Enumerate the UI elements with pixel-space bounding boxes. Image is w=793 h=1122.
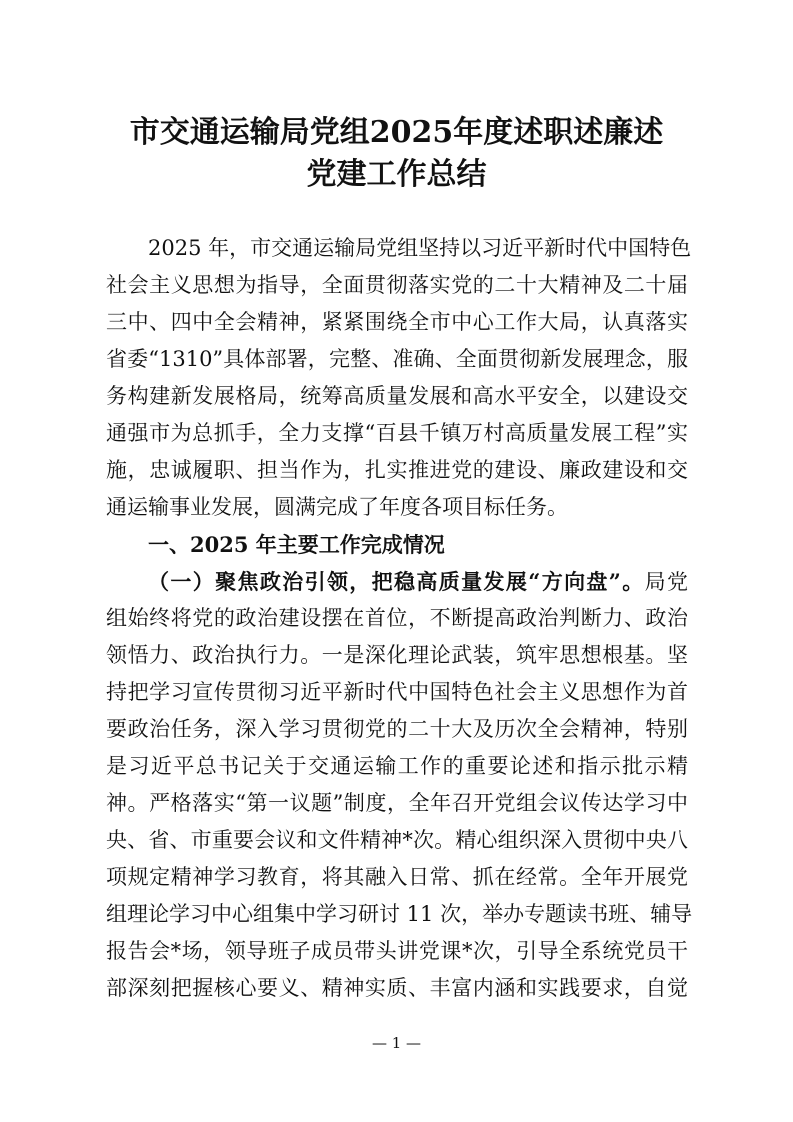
text-line: 央、省、市重要会议和文件精神*次。精心组织深入贯彻中央八 <box>106 828 688 852</box>
paragraph-political <box>106 600 693 1007</box>
text-line: 报告会*场，领导班子成员带头讲党课*次，引导全系统党员干 <box>106 939 688 963</box>
document-body <box>106 230 693 1007</box>
text-line: 神。严格落实“第一议题”制度，全年召开党组会议传达学习中 <box>106 791 688 815</box>
text-line: 通运输事业发展，圆满完成了年度各项目标任务。 <box>106 495 568 519</box>
document-title-line-1: 市交通运输局党组2025年度述职述廉述 <box>129 115 664 150</box>
text-line: 社会主义思想为指导，全面贯彻落实党的二十大精神及二十届 <box>106 273 688 297</box>
text-line: 通强市为总抓手，全力支撑“百县千镇万村高质量发展工程”实 <box>106 421 688 445</box>
text-line-continuation: 局党 <box>644 570 688 594</box>
section-heading: 一、2025 年主要工作完成情况 <box>148 532 445 557</box>
document-title-line-2: 党建工作总结 <box>306 157 487 192</box>
text-line: 2025 年，市交通运输局党组坚持以习近平新时代中国特色 <box>148 236 692 260</box>
text-line: 施，忠诚履职、担当作为，扎实推进党的建设、廉政建设和交 <box>106 458 688 482</box>
text-line: 省委“1310”具体部署，完整、准确、全面贯彻新发展理念，服 <box>106 347 688 371</box>
text-line: 项规定精神学习教育，将其融入日常、抓在经常。全年开展党 <box>106 865 688 889</box>
page-number: — 1 — <box>371 1034 422 1052</box>
paragraph-intro <box>106 230 692 526</box>
text-line: 组始终将党的政治建设摆在首位，不断提高政治判断力、政治 <box>106 606 688 630</box>
text-line: 组理论学习中心组集中学习研讨 11 次，举办专题读书班、辅导 <box>106 902 693 926</box>
text-line: 领悟力、政治执行力。一是深化理论武装，筑牢思想根基。坚 <box>106 643 688 667</box>
subsection-heading: （一）聚焦政治引领，把稳高质量发展“方向盘”。 <box>148 569 645 594</box>
subsection-heading-line <box>106 563 688 600</box>
text-line: 是习近平总书记关于交通运输工作的重要论述和指示批示精 <box>106 754 688 778</box>
text-line: 务构建新发展格局，统筹高质量发展和高水平安全，以建设交 <box>106 384 688 408</box>
text-line: 持把学习宣传贯彻习近平新时代中国特色社会主义思想作为首 <box>106 680 688 704</box>
text-line: 三中、四中全会精神，紧紧围绕全市中心工作大局，认真落实 <box>106 310 688 334</box>
text-line: 部深刻把握核心要义、精神实质、丰富内涵和实践要求，自觉 <box>106 976 688 1000</box>
text-line: 要政治任务，深入学习贯彻党的二十大及历次全会精神，特别 <box>106 717 688 741</box>
